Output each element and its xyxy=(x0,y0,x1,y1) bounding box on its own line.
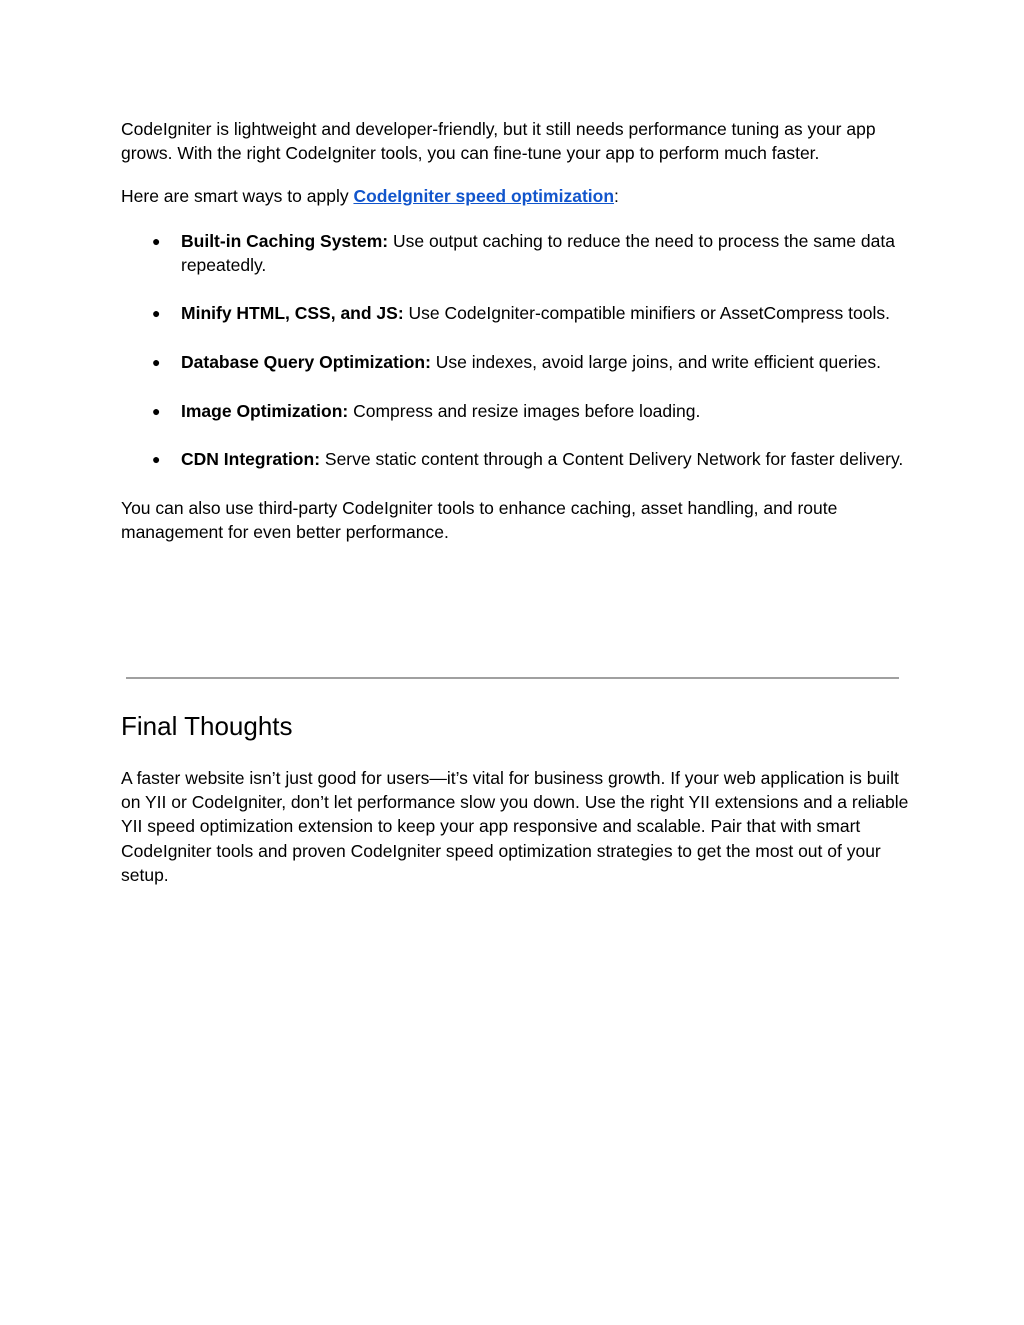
list-item-title: CDN Integration: xyxy=(181,449,321,470)
bullet-icon: ● xyxy=(152,232,161,249)
list-item xyxy=(121,301,911,325)
optimization-list xyxy=(121,229,911,472)
intro-paragraph: CodeIgniter is lightweight and developer-friendly, but it still needs performance tuning as your app grows. With the right CodeIgniter tools, you can fine-tune your app to perform much faster. xyxy=(121,119,876,164)
list-item xyxy=(121,399,911,423)
list-item xyxy=(121,229,911,277)
list-item-text: Use output caching to reduce the need to process the same data repeatedly. xyxy=(181,230,895,275)
bullet-icon: ● xyxy=(152,354,161,370)
list-item-text: Use CodeIgniter-compatible minifiers or AssetCompress tools. xyxy=(403,303,890,324)
list-item-text: Compress and resize images before loading. xyxy=(348,400,701,421)
section-divider xyxy=(126,677,899,679)
list-item-text: Use indexes, avoid large joins, and write efficient queries. xyxy=(430,352,881,372)
lead-prefix: Here are smart ways to apply xyxy=(121,186,354,207)
list-item-title: Minify HTML, CSS, and JS: xyxy=(181,303,404,324)
list-item xyxy=(121,350,911,374)
section-heading: Final Thoughts xyxy=(121,711,293,741)
list-item-title: Database Query Optimization: xyxy=(181,352,431,372)
bullet-icon: ● xyxy=(152,402,161,419)
closing-paragraph: A faster website isn’t just good for users—it’s vital for business growth. If your web application is built on YII or CodeIgniter, don’t let performance slow you down. Use the right YII extensions and a reliable YII speed optimization extension to keep your app responsive and scalable. Pair that with smart CodeIgniter tools and proven CodeIgniter speed optimization strategies to get the most out of your setup. xyxy=(121,768,909,885)
bullet-icon: ● xyxy=(152,451,161,468)
codeigniter-speed-optimization-link[interactable]: CodeIgniter speed optimization xyxy=(353,186,615,207)
list-item-text: Serve static content through a Content Delivery Network for faster delivery. xyxy=(320,449,904,470)
list-item-title: Built-in Caching System: xyxy=(181,230,389,251)
bullet-icon: ● xyxy=(152,305,161,322)
list-item-title: Image Optimization: xyxy=(181,400,349,421)
lead-suffix: : xyxy=(614,186,619,207)
document-page xyxy=(121,117,911,885)
list-item xyxy=(121,447,911,471)
outro-paragraph: You can also use third-party CodeIgniter tools to enhance caching, asset handling, and route management for even better performance. xyxy=(121,497,838,542)
lead-paragraph xyxy=(121,184,911,208)
